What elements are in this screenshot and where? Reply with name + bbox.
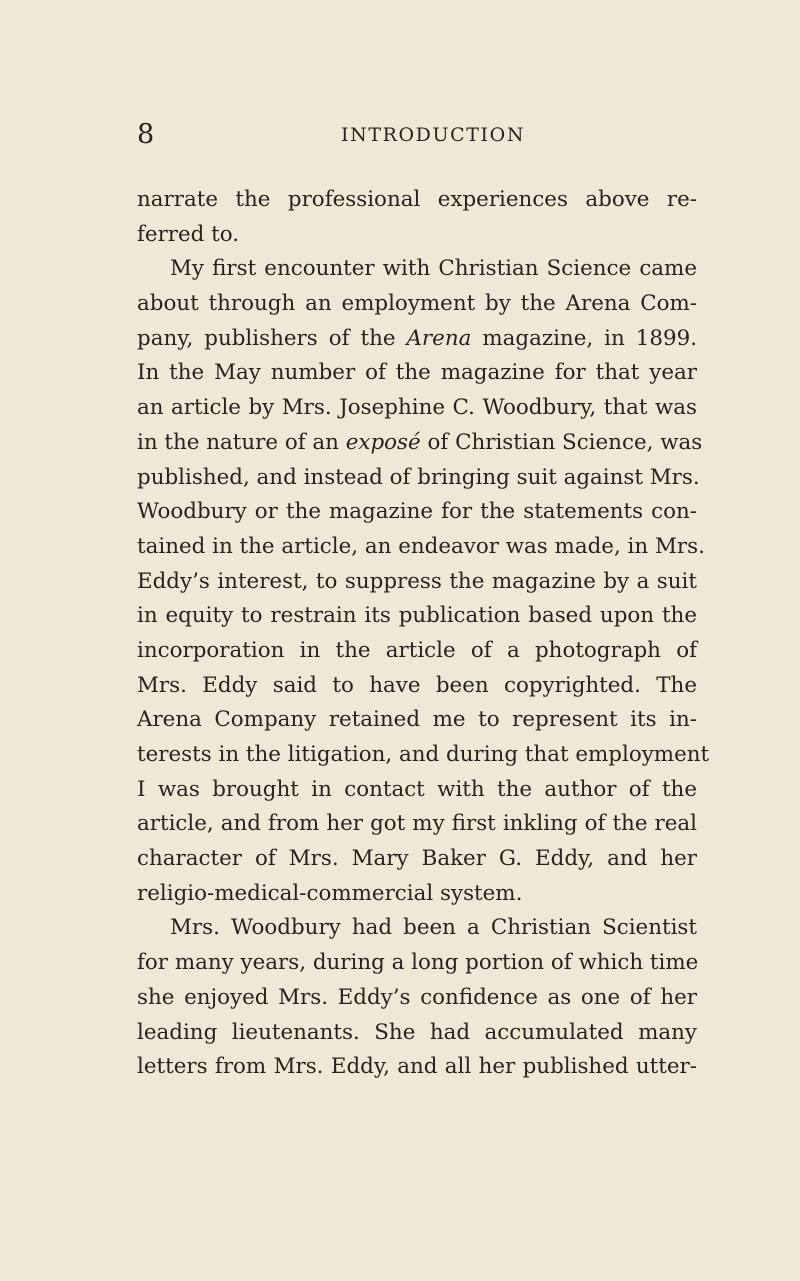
text-run: of Christian Science, was [420, 429, 703, 455]
text-line: terests in the litigation, and during that employment [137, 742, 710, 767]
text-line: Mrs. Eddy said to have been copyrighted. The [137, 672, 697, 698]
text-line: article, and from her got my first inkling of the real [137, 811, 697, 837]
text-line: Mrs. Woodbury had been a Christian Scientist [170, 915, 697, 941]
page-number: 8 [137, 119, 155, 150]
text-line [137, 322, 697, 357]
text-line: letters from Mrs. Eddy, and all her published utter- [137, 1054, 697, 1080]
text-run: in the nature of an [137, 429, 346, 455]
text-line: she enjoyed Mrs. Eddy’s confidence as one of her [137, 984, 697, 1010]
italic-term-expose: exposé [345, 429, 421, 455]
text-line: My first encounter with Christian Science came [170, 256, 697, 282]
text-line: religio-medical-commercial system. [137, 880, 523, 906]
text-line: Eddy’s interest, to suppress the magazine by a suit [137, 568, 697, 594]
text-line: character of Mrs. Mary Baker G. Eddy, and her [137, 846, 697, 872]
body-text [137, 183, 710, 1085]
text-line: Arena Company retained me to represent its in- [137, 707, 697, 733]
text-line: narrate the professional experiences above re- [137, 187, 697, 212]
text-line: tained in the article, an endeavor was made, in Mrs. [137, 533, 705, 559]
text-line [137, 426, 703, 461]
italic-title-arena: Arena [406, 325, 472, 351]
text-run: pany, publishers of the [137, 325, 407, 351]
text-line: ferred to. [137, 221, 240, 247]
text-line: in equity to restrain its publication based upon the [137, 603, 697, 629]
text-line: an article by Mrs. Josephine C. Woodbury, that was [137, 395, 697, 421]
text-line: about through an employment by the Arena Com- [137, 291, 697, 317]
text-line: for many years, during a long portion of which time [137, 950, 699, 976]
text-run: magazine, in 1899. [471, 325, 697, 351]
text-line: published, and instead of bringing suit against Mrs. [137, 464, 700, 490]
running-title: INTRODUCTION [341, 124, 526, 146]
text-line: leading lieutenants. She had accumulated many [137, 1019, 697, 1045]
text-line: Woodbury or the magazine for the statements con- [137, 499, 697, 525]
text-line: incorporation in the article of a photograph of [137, 637, 697, 663]
text-line: In the May number of the magazine for that year [137, 360, 697, 386]
text-line: I was brought in contact with the author of the [137, 776, 697, 802]
